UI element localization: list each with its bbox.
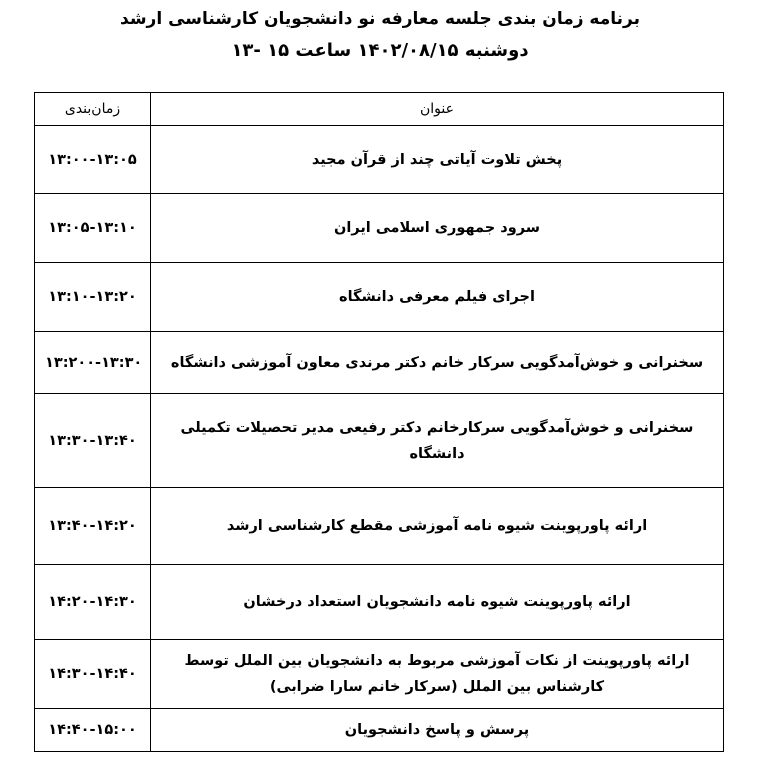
table-row [35,263,724,332]
row-time: ۱۴:۲۰-۱۴:۳۰ [35,565,151,640]
table-row [35,565,724,640]
row-time: ۱۳:۰۵-۱۳:۱۰ [35,194,151,263]
table-row [35,194,724,263]
row-topic: پرسش و پاسخ دانشجویان [151,709,724,752]
document-subtitle: دوشنبه ۱۴۰۲/۰۸/۱۵ ساعت ۱۵ -۱۳ [231,40,529,61]
row-topic: ارائه پاورپوینت شیوه نامه دانشجویان استعداد درخشان [151,565,724,640]
row-topic: اجرای فیلم معرفی دانشگاه [151,263,724,332]
row-topic: ارائه پاورپوینت شیوه نامه آموزشی مقطع کارشناسی ارشد [151,488,724,565]
table-row [35,332,724,394]
header-topic: عنوان [151,93,724,126]
row-topic: پخش تلاوت آیاتی چند از قرآن مجید [151,126,724,194]
table-row [35,709,724,752]
table-header-row [35,93,724,126]
row-time: ۱۴:۴۰-۱۵:۰۰ [35,709,151,752]
table-row [35,640,724,709]
row-time: ۱۳:۲۰۰-۱۳:۳۰ [35,332,151,394]
schedule-table [34,92,724,752]
row-time: ۱۳:۳۰-۱۳:۴۰ [35,394,151,488]
row-topic: سرود جمهوری اسلامی ایران [151,194,724,263]
table-row [35,394,724,488]
row-topic: سخنرانی و خوش‌آمدگویی سرکارخانم دکتر رفیعی مدیر تحصیلات تکمیلی دانشگاه [151,394,724,488]
header-time: زمان‌بندی [35,93,151,126]
row-topic: ارائه پاورپوینت از نکات آموزشی مربوط به دانشجویان بین الملل توسط کارشناس بین الملل (سرکار خانم سارا ضرابی) [151,640,724,709]
document-title: برنامه زمان بندی جلسه معارفه نو دانشجویان کارشناسی ارشد [120,9,640,29]
row-time: ۱۳:۰۰-۱۳:۰۵ [35,126,151,194]
table-row [35,126,724,194]
table-row [35,488,724,565]
row-time: ۱۴:۳۰-۱۴:۴۰ [35,640,151,709]
row-time: ۱۳:۴۰-۱۴:۲۰ [35,488,151,565]
row-topic: سخنرانی و خوش‌آمدگویی سرکار خانم دکتر مرندی معاون آموزشی دانشگاه [151,332,724,394]
row-time: ۱۳:۱۰-۱۳:۲۰ [35,263,151,332]
